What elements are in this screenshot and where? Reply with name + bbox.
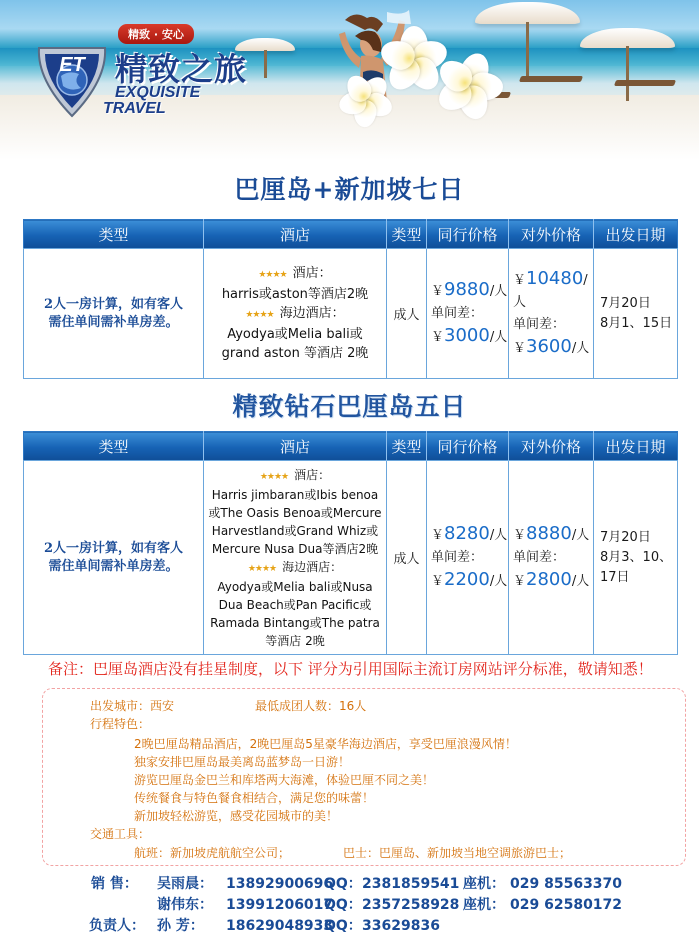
hotel-line: ★★★★ 酒店： (258, 266, 332, 281)
contact-name: 谢伟东： (157, 897, 213, 913)
feature-item: 游览巴厘岛金巴兰和库塔两大海滩，体验巴厘不同之美！ (134, 773, 435, 787)
peer-price: 8280 (444, 522, 490, 544)
hotel-line: Dua Beach或Pan Pacific或 (218, 597, 372, 612)
contact-tel[interactable]: 029 85563370 (510, 876, 623, 892)
flight-info: 航班：新加坡虎航航空公司； (134, 846, 291, 860)
star-rating-icon: ★★★★ (247, 563, 277, 574)
header-public-price: 对外价格 (509, 220, 594, 249)
contact-qq-label: QQ： (324, 897, 362, 913)
header-type: 类型 (24, 432, 204, 461)
package-2-title: 精致钻石巴厘岛五日 (232, 392, 467, 421)
hotel-line: ★★★★ 海边酒店： (245, 306, 345, 321)
table-row (24, 249, 678, 379)
room-note: 2人一房计算，如有客人需住单间需补单房差。 (24, 461, 204, 655)
contact-role: 销 售： (91, 876, 138, 892)
hotel-line: Ramada Bintang或The patra (210, 615, 380, 630)
hotel-line: Harris jimbaran或Ibis benoa (211, 487, 379, 502)
feature-item: 2晚巴厘岛精品酒店，2晚巴厘岛5星豪华海边酒店，享受巴厘浪漫风情！ (134, 737, 517, 751)
header-banner (0, 0, 699, 160)
public-price: 8880 (526, 522, 572, 544)
contact-qq[interactable]: 2357258928 (362, 897, 460, 913)
feature-item: 传统餐食与特色餐食相结合，满足您的味蕾！ (134, 791, 375, 805)
peer-price-cell: ￥9880/人 单间差： ￥3000/人 (427, 249, 509, 379)
features-label: 行程特色： (90, 717, 151, 731)
header-kind: 类型 (387, 220, 427, 249)
contact-phone[interactable]: 13892900696 (226, 876, 334, 892)
public-single-supplement: 3600 (526, 335, 572, 357)
star-rating-icon: ★★★★ (245, 310, 274, 320)
contact-role: 负责人： (89, 918, 145, 934)
svg-text:ET: ET (59, 54, 85, 76)
public-price: 10480 (526, 267, 584, 289)
hotel-list (204, 461, 387, 655)
peer-price: 9880 (444, 278, 490, 300)
contact-name: 孙 芳： (157, 918, 204, 934)
peer-single-supplement: 3000 (444, 324, 490, 346)
room-note: 2人一房计算，如有客人需住单间需补单房差。 (24, 249, 204, 379)
header-public-price: 对外价格 (509, 432, 594, 461)
hotel-rating-note: 备注：巴厘岛酒店没有挂星制度，以下 评分为引用国际主流订房网站评分标准，敬请知悉！ (48, 660, 653, 678)
hotel-line: Ayodya或Melia bali或Nusa (217, 579, 373, 594)
peer-price-cell: ￥8280/人 单间差： ￥2200/人 (427, 461, 509, 655)
brand-slogan: 精致 · 安心 (118, 24, 194, 44)
feature-item: 独家安排巴厘岛最美离岛蓝梦岛一日游！ (134, 755, 351, 769)
transport-label: 交通工具： (90, 827, 151, 841)
header-hotel: 酒店 (204, 432, 387, 461)
hotel-line: Mercure Nusa Dua等酒店2晚 (211, 541, 379, 556)
star-rating-icon: ★★★★ (258, 270, 287, 280)
contact-tel-label: 座机： (463, 876, 505, 892)
itinerary-info-box (42, 688, 686, 866)
contact-qq-label: QQ： (324, 876, 362, 892)
sun-lounger-icon (614, 80, 676, 86)
contact-tel[interactable]: 029 62580172 (510, 897, 623, 913)
brand-logo (33, 20, 273, 125)
header-type: 类型 (24, 220, 204, 249)
brand-name-en-1: EXQUISITE (115, 84, 201, 101)
package-1-title: 巴厘岛+新加坡七日 (234, 175, 465, 204)
public-single-supplement: 2800 (526, 568, 572, 590)
traveler-kind: 成人 (387, 249, 427, 379)
header-peer-price: 同行价格 (427, 432, 509, 461)
public-price-cell: ￥8880/人 单间差： ￥2800/人 (509, 461, 594, 655)
minimum-group-size: 最低成团人数：16人 (255, 699, 367, 713)
brand-name-en-2: TRAVEL (103, 100, 166, 117)
traveler-kind: 成人 (387, 461, 427, 655)
hotel-list (204, 249, 387, 379)
feature-item: 新加坡轻松游览，感受花园城市的美！ (134, 809, 339, 823)
package-2-table (23, 431, 678, 655)
sun-lounger-icon (519, 76, 583, 82)
contact-qq[interactable]: 33629836 (362, 918, 440, 934)
brand-name-cn: 精致之旅 (115, 50, 248, 88)
header-kind: 类型 (387, 432, 427, 461)
hotel-line: ★★★★ 海边酒店： (247, 559, 343, 574)
hotel-line: grand aston 等酒店 2晚 (221, 346, 369, 361)
contact-qq[interactable]: 2381859541 (362, 876, 460, 892)
contact-phone[interactable]: 13991206017 (226, 897, 334, 913)
peer-single-supplement: 2200 (444, 568, 490, 590)
table-row (24, 461, 678, 655)
hotel-line: ★★★★ 酒店： (259, 467, 331, 482)
hotel-line: 或The Oasis Benoa或Mercure (208, 505, 382, 520)
star-rating-icon: ★★★★ (259, 471, 289, 482)
hotel-line: Harvestland或Grand Whiz或 (211, 523, 379, 538)
contact-phone[interactable]: 18629048933 (226, 918, 334, 934)
public-price-cell: ￥10480/人 单间差： ￥3600/人 (509, 249, 594, 379)
header-hotel: 酒店 (204, 220, 387, 249)
hotel-line: Ayodya或Melia bali或 (227, 327, 363, 342)
et-shield-icon (33, 40, 111, 120)
departure-city: 出发城市：西安 (90, 699, 175, 713)
bus-info: 巴士：巴厘岛、新加坡当地空调旅游巴士； (343, 846, 572, 860)
header-peer-price: 同行价格 (427, 220, 509, 249)
hotel-line: 等酒店 2晚 (265, 633, 325, 648)
contact-name: 吴雨晨： (157, 876, 213, 892)
table-header-row (24, 220, 678, 249)
package-1-table (23, 219, 678, 379)
header-departure-date: 出发日期 (594, 220, 678, 249)
header-departure-date: 出发日期 (594, 432, 678, 461)
contact-qq-label: QQ： (324, 918, 362, 934)
departure-dates: 7月20日 8月1、15日 (594, 249, 678, 379)
contact-tel-label: 座机： (463, 897, 505, 913)
hotel-line: harris或aston等酒店2晚 (221, 287, 369, 302)
table-header-row (24, 432, 678, 461)
departure-dates: 7月20日 8月3、10、 17日 (594, 461, 678, 655)
